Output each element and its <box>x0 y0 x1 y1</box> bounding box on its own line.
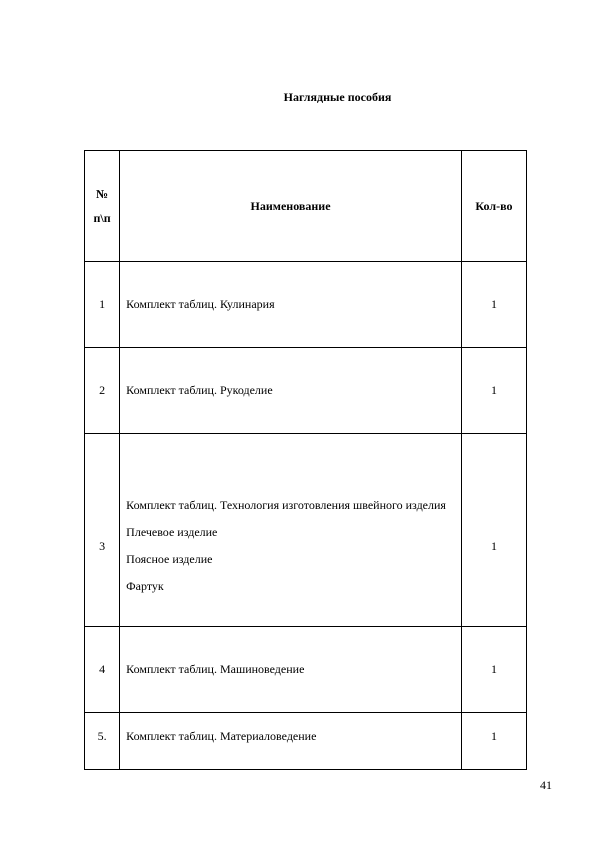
table-row <box>85 713 527 770</box>
table-row <box>85 262 527 348</box>
header-name: Наименование <box>120 151 462 262</box>
page-title: Наглядные пособия <box>283 90 392 104</box>
row-name: Комплект таблиц. Материаловедение <box>120 713 462 770</box>
table-row <box>85 627 527 713</box>
header-number-symbol: № <box>96 187 109 201</box>
row-quantity: 1 <box>461 713 526 770</box>
row-quantity: 1 <box>461 627 526 713</box>
sub-item: Плечевое изделие <box>126 525 218 539</box>
row-name: Комплект таблиц. Технология изготовления швейного изделия <box>126 498 446 512</box>
table-header-row <box>85 151 527 262</box>
sub-item: Фартук <box>126 579 164 593</box>
page-number: 41 <box>540 778 552 792</box>
row-quantity: 1 <box>461 434 526 627</box>
row-name: Комплект таблиц. Машиноведение <box>120 627 462 713</box>
row-number: 5. <box>85 713 120 770</box>
row-number: 2 <box>85 348 120 434</box>
row-quantity: 1 <box>461 262 526 348</box>
row-name-cell <box>120 434 462 627</box>
row-number: 4 <box>85 627 120 713</box>
row-quantity: 1 <box>461 348 526 434</box>
header-quantity: Кол-во <box>461 151 526 262</box>
header-number-abbr: п\п <box>93 211 111 225</box>
table-row <box>85 434 527 627</box>
row-number: 1 <box>85 262 120 348</box>
row-name: Комплект таблиц. Рукоделие <box>120 348 462 434</box>
row-number: 3 <box>85 434 120 627</box>
row-name: Комплект таблиц. Кулинария <box>120 262 462 348</box>
table-row <box>85 348 527 434</box>
header-number <box>85 151 120 262</box>
visual-aids-table <box>84 150 527 770</box>
sub-item: Поясное изделие <box>126 552 213 566</box>
